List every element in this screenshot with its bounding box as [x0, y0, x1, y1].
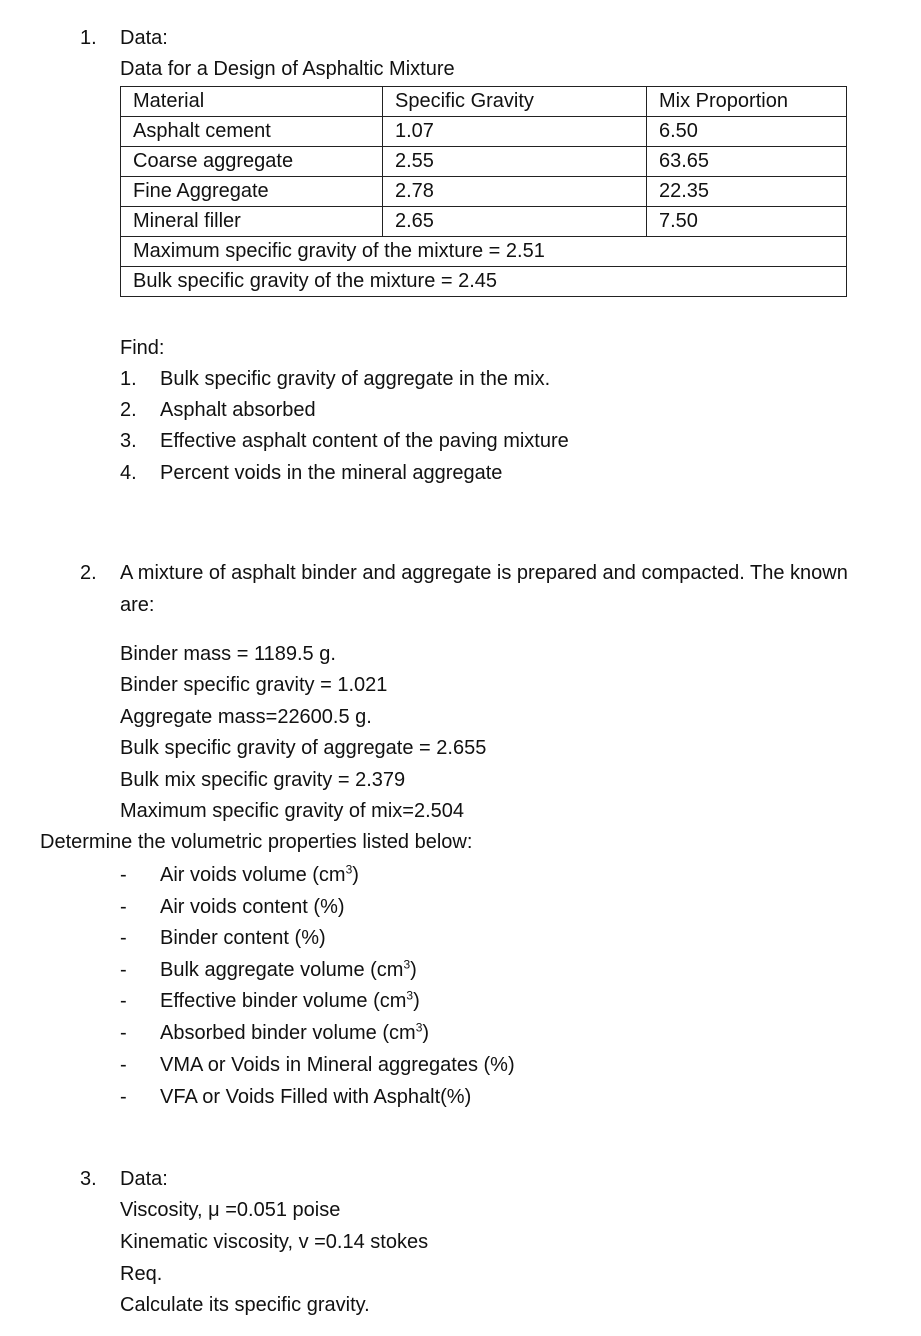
q2-number: 2. — [80, 562, 97, 584]
find-item-number: 3. — [120, 430, 137, 452]
property-item: VFA or Voids Filled with Asphalt(%) — [160, 1086, 472, 1108]
find-item-number: 1. — [120, 368, 137, 390]
q3-heading: Data: — [120, 1168, 168, 1190]
table-cell: 22.35 — [647, 177, 847, 207]
mixture-data-table — [120, 86, 847, 297]
q3-number: 3. — [80, 1168, 97, 1190]
bullet-dash: - — [120, 959, 127, 981]
table-row — [121, 207, 847, 237]
property-item: Bulk aggregate volume $(cm^3)$ — [160, 957, 417, 981]
kinematic-viscosity-value: Kinematic viscosity, v =0.14 stokes — [120, 1231, 429, 1253]
find-item-number: 4. — [120, 462, 137, 484]
q2-intro-continued: are: — [120, 594, 155, 616]
property-item: Effective binder volume $(cm^3)$ — [160, 988, 420, 1012]
bullet-dash: - — [120, 864, 127, 886]
table-cell: Mineral filler — [121, 207, 383, 237]
q1-number: 1. — [80, 27, 97, 49]
bullet-dash: - — [120, 927, 127, 949]
given-value: Aggregate mass=22600.5 g. — [120, 706, 372, 728]
bullet-dash: - — [120, 990, 127, 1012]
determine-instruction: Determine the volumetric properties listed below: — [40, 831, 473, 853]
column-header: Specific Gravity — [383, 87, 647, 117]
table-cell: 2.78 — [383, 177, 647, 207]
column-header: Material — [121, 87, 383, 117]
bullet-dash: - — [120, 1022, 127, 1044]
find-item: Bulk specific gravity of aggregate in the mix. — [160, 368, 551, 390]
find-item-number: 2. — [120, 399, 137, 421]
table-cell: 6.50 — [647, 117, 847, 147]
viscosity-value: Viscosity, μ =0.051 poise — [120, 1199, 341, 1221]
q2-intro: A mixture of asphalt binder and aggregate is prepared and compacted. The known — [120, 562, 848, 584]
table-cell: Coarse aggregate — [121, 147, 383, 177]
table-cell: 2.65 — [383, 207, 647, 237]
table-note-row — [121, 237, 847, 267]
bullet-dash: - — [120, 896, 127, 918]
q1-heading: Data: — [120, 27, 168, 49]
find-item: Effective asphalt content of the paving mixture — [160, 430, 569, 452]
column-header: Mix Proportion — [647, 87, 847, 117]
req-label: Req. — [120, 1263, 163, 1285]
find-item: Asphalt absorbed — [160, 399, 316, 421]
property-item: VMA or Voids in Mineral aggregates (%) — [160, 1054, 515, 1076]
given-value: Bulk mix specific gravity = 2.379 — [120, 769, 406, 791]
table-row — [121, 147, 847, 177]
property-item: Binder content (%) — [160, 927, 326, 949]
given-value: Bulk specific gravity of aggregate = 2.655 — [120, 737, 487, 759]
table-cell: Fine Aggregate — [121, 177, 383, 207]
property-item: Absorbed binder volume $(cm^3)$ — [160, 1020, 430, 1044]
property-item: Air voids content (%) — [160, 896, 345, 918]
table-cell: 2.55 — [383, 147, 647, 177]
bullet-dash: - — [120, 1054, 127, 1076]
table-header-row — [121, 87, 847, 117]
q3-task: Calculate its specific gravity. — [120, 1294, 370, 1316]
property-item: Air voids volume $(cm^3)$ — [160, 862, 359, 886]
bullet-dash: - — [120, 1086, 127, 1108]
table-row — [121, 177, 847, 207]
table-row — [121, 117, 847, 147]
table-cell: 1.07 — [383, 117, 647, 147]
table-cell: 7.50 — [647, 207, 847, 237]
given-value: Binder mass = 1189.5 g. — [120, 643, 336, 665]
max-sg-note: Maximum specific gravity of the mixture = 2.51 — [121, 237, 847, 267]
find-item: Percent voids in the mineral aggregate — [160, 462, 503, 484]
given-value: Maximum specific gravity of mix=2.504 — [120, 800, 465, 822]
table-title: Data for a Design of Asphaltic Mixture — [120, 58, 455, 80]
given-value: Binder specific gravity = 1.021 — [120, 674, 388, 696]
find-label: Find: — [120, 337, 165, 359]
table-cell: 63.65 — [647, 147, 847, 177]
table-note-row — [121, 267, 847, 297]
table-cell: Asphalt cement — [121, 117, 383, 147]
bulk-sg-note: Bulk specific gravity of the mixture = 2.45 — [121, 267, 847, 297]
